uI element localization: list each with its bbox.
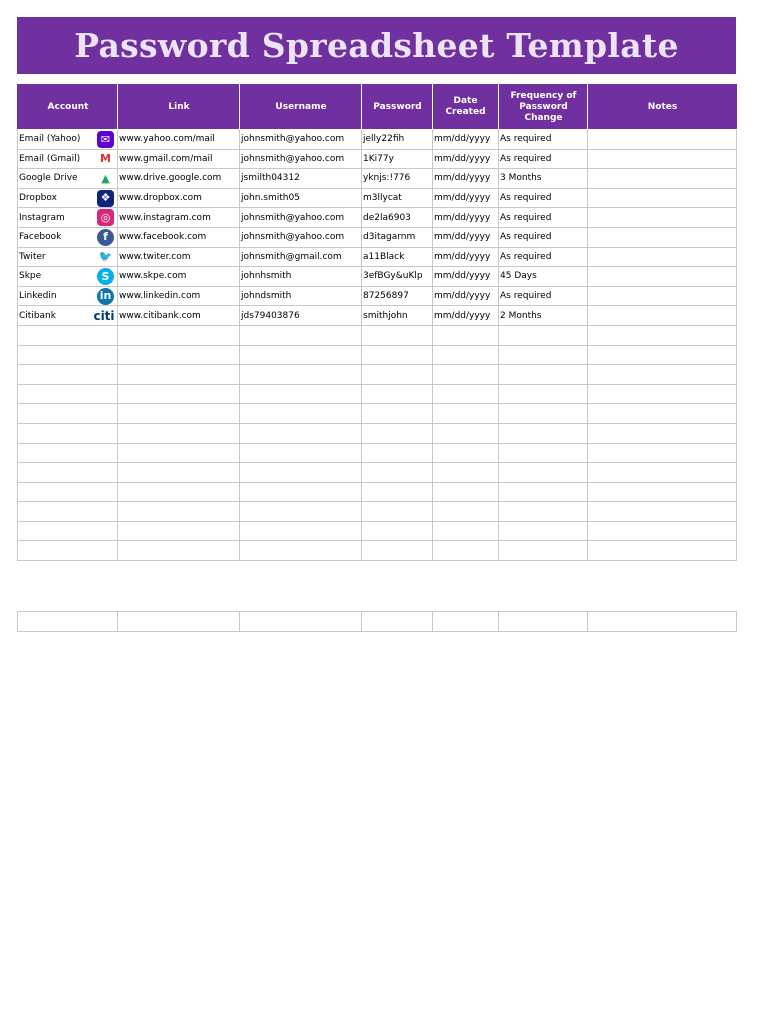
- cell[interactable]: [499, 384, 588, 404]
- cell[interactable]: [433, 521, 499, 541]
- cell-frequency[interactable]: As required: [499, 208, 588, 228]
- page-title: Password Spreadsheet Template: [74, 26, 679, 65]
- cell-frequency[interactable]: 2 Months: [499, 306, 588, 326]
- table-row: [18, 612, 737, 632]
- cell[interactable]: [433, 325, 499, 345]
- cell-notes[interactable]: [588, 149, 737, 169]
- cell-date[interactable]: mm/dd/yyyy: [433, 149, 499, 169]
- cell-link[interactable]: www.twiter.com: [118, 247, 240, 267]
- cell-link[interactable]: www.drive.google.com: [118, 169, 240, 189]
- table-row: [18, 443, 737, 463]
- cell[interactable]: [588, 404, 737, 424]
- cell-password[interactable]: a11Black: [362, 247, 433, 267]
- cell[interactable]: [433, 463, 499, 483]
- cell[interactable]: [362, 443, 433, 463]
- cell-notes[interactable]: [588, 247, 737, 267]
- cell[interactable]: [362, 612, 433, 632]
- cell[interactable]: [588, 345, 737, 365]
- skype-icon: S: [97, 268, 114, 285]
- table-row: [18, 149, 737, 169]
- cell-date[interactable]: mm/dd/yyyy: [433, 208, 499, 228]
- cell-date[interactable]: mm/dd/yyyy: [433, 306, 499, 326]
- cell[interactable]: [240, 365, 362, 385]
- cell[interactable]: [118, 502, 240, 522]
- cell-account[interactable]: [18, 188, 118, 208]
- cell-username[interactable]: johnsmith@yahoo.com: [240, 149, 362, 169]
- column-header-notes: Notes: [588, 85, 737, 130]
- cell[interactable]: [118, 325, 240, 345]
- cell-frequency[interactable]: As required: [499, 247, 588, 267]
- cell[interactable]: [240, 482, 362, 502]
- linkedin-icon: in: [97, 288, 114, 305]
- table-row: [18, 404, 737, 424]
- cell[interactable]: [18, 404, 118, 424]
- cell[interactable]: [499, 541, 588, 561]
- cell[interactable]: [362, 541, 433, 561]
- cell-username[interactable]: jsmilth04312: [240, 169, 362, 189]
- cell-username[interactable]: johnsmith@yahoo.com: [240, 130, 362, 150]
- account-name: Linkedin: [19, 291, 57, 302]
- table-row: [18, 325, 737, 345]
- cell-frequency[interactable]: As required: [499, 227, 588, 247]
- cell[interactable]: [588, 463, 737, 483]
- cell-password[interactable]: de2la6903: [362, 208, 433, 228]
- cell[interactable]: [118, 521, 240, 541]
- cell-account[interactable]: [18, 247, 118, 267]
- cell-frequency[interactable]: As required: [499, 286, 588, 306]
- cell-account[interactable]: [18, 227, 118, 247]
- table-row: [18, 188, 737, 208]
- password-table: [17, 84, 737, 561]
- cell-account[interactable]: [18, 208, 118, 228]
- cell[interactable]: [499, 325, 588, 345]
- cell[interactable]: [18, 541, 118, 561]
- column-header-password: Password: [362, 85, 433, 130]
- cell-link[interactable]: www.yahoo.com/mail: [118, 130, 240, 150]
- account-name: Dropbox: [19, 193, 57, 204]
- account-name: Facebook: [19, 232, 62, 243]
- cell[interactable]: [499, 482, 588, 502]
- facebook-icon: f: [97, 229, 114, 246]
- table-row: [18, 208, 737, 228]
- cell-password[interactable]: smithjohn: [362, 306, 433, 326]
- cell-date[interactable]: mm/dd/yyyy: [433, 169, 499, 189]
- cell-date[interactable]: mm/dd/yyyy: [433, 227, 499, 247]
- cell[interactable]: [588, 541, 737, 561]
- cell[interactable]: [499, 443, 588, 463]
- column-header-username: Username: [240, 85, 362, 130]
- cell-link[interactable]: www.gmail.com/mail: [118, 149, 240, 169]
- column-header-account: Account: [18, 85, 118, 130]
- column-header-link: Link: [118, 85, 240, 130]
- cell[interactable]: [362, 463, 433, 483]
- cell-frequency[interactable]: 3 Months: [499, 169, 588, 189]
- yahoo-mail-icon: ✉: [97, 131, 114, 148]
- cell[interactable]: [362, 482, 433, 502]
- cell-link[interactable]: www.linkedin.com: [118, 286, 240, 306]
- cell-notes[interactable]: [588, 306, 737, 326]
- cell-username[interactable]: johnsmith@yahoo.com: [240, 227, 362, 247]
- cell-notes[interactable]: [588, 267, 737, 287]
- table-row: [18, 267, 737, 287]
- cell[interactable]: [588, 384, 737, 404]
- cell-password[interactable]: m3llycat: [362, 188, 433, 208]
- cell[interactable]: [588, 325, 737, 345]
- cell-account[interactable]: [18, 130, 118, 150]
- cell[interactable]: [118, 463, 240, 483]
- cell[interactable]: [240, 502, 362, 522]
- cell[interactable]: [362, 404, 433, 424]
- cell[interactable]: [240, 325, 362, 345]
- cell-password[interactable]: jelly22fih: [362, 130, 433, 150]
- gmail-icon: M: [97, 151, 114, 168]
- cell[interactable]: [433, 482, 499, 502]
- cell[interactable]: [433, 541, 499, 561]
- cell[interactable]: [499, 502, 588, 522]
- account-name: Skpe: [19, 271, 42, 282]
- cell[interactable]: [499, 345, 588, 365]
- cell-date[interactable]: mm/dd/yyyy: [433, 267, 499, 287]
- cell-account[interactable]: [18, 267, 118, 287]
- account-name: Google Drive: [19, 173, 78, 184]
- cell-password[interactable]: 3efBGy&uKlp: [362, 267, 433, 287]
- cell-date[interactable]: mm/dd/yyyy: [433, 130, 499, 150]
- cell[interactable]: [118, 443, 240, 463]
- cell-username[interactable]: johnsmith@yahoo.com: [240, 208, 362, 228]
- table-row: [18, 345, 737, 365]
- cell[interactable]: [433, 502, 499, 522]
- cell[interactable]: [362, 345, 433, 365]
- cell[interactable]: [240, 521, 362, 541]
- cell-notes[interactable]: [588, 188, 737, 208]
- cell-link[interactable]: www.facebook.com: [118, 227, 240, 247]
- cell[interactable]: [362, 521, 433, 541]
- cell[interactable]: [18, 482, 118, 502]
- table-row: [18, 482, 737, 502]
- cell-frequency[interactable]: As required: [499, 188, 588, 208]
- cell[interactable]: [499, 521, 588, 541]
- cell[interactable]: [588, 443, 737, 463]
- account-name: Citibank: [19, 310, 56, 321]
- cell[interactable]: [18, 365, 118, 385]
- cell[interactable]: [433, 404, 499, 424]
- cell-notes[interactable]: [588, 208, 737, 228]
- cell[interactable]: [118, 482, 240, 502]
- cell-username[interactable]: john.smith05: [240, 188, 362, 208]
- cell[interactable]: [362, 502, 433, 522]
- cell[interactable]: [362, 325, 433, 345]
- cell[interactable]: [433, 443, 499, 463]
- column-header-frequency: Frequency of Password Change: [499, 85, 588, 130]
- cell[interactable]: [118, 365, 240, 385]
- cell[interactable]: [433, 423, 499, 443]
- cell[interactable]: [240, 384, 362, 404]
- table-row: [18, 247, 737, 267]
- table-row: [18, 384, 737, 404]
- cell[interactable]: [18, 463, 118, 483]
- header-row: [18, 85, 737, 130]
- table-row: [18, 227, 737, 247]
- cell[interactable]: [433, 384, 499, 404]
- cell[interactable]: [18, 423, 118, 443]
- cell-link[interactable]: www.instagram.com: [118, 208, 240, 228]
- dropbox-icon: ❖: [97, 190, 114, 207]
- cell-date[interactable]: mm/dd/yyyy: [433, 247, 499, 267]
- cell[interactable]: [362, 365, 433, 385]
- cell[interactable]: [499, 612, 588, 632]
- cell[interactable]: [118, 345, 240, 365]
- cell[interactable]: [240, 345, 362, 365]
- table-row: [18, 521, 737, 541]
- cell-username[interactable]: jds79403876: [240, 306, 362, 326]
- cell[interactable]: [18, 345, 118, 365]
- cell[interactable]: [240, 612, 362, 632]
- citibank-icon: citi: [93, 308, 115, 323]
- instagram-icon: ◎: [97, 209, 114, 226]
- cell[interactable]: [240, 463, 362, 483]
- table-row: [18, 502, 737, 522]
- cell-account[interactable]: [18, 149, 118, 169]
- cell[interactable]: [588, 521, 737, 541]
- cell[interactable]: [18, 502, 118, 522]
- cell-frequency[interactable]: 45 Days: [499, 267, 588, 287]
- account-name: Email (Gmail): [19, 153, 81, 164]
- table-row: [18, 423, 737, 443]
- cell[interactable]: [588, 423, 737, 443]
- table-row: [18, 365, 737, 385]
- google-drive-icon: ▲: [97, 170, 114, 187]
- cell[interactable]: [362, 423, 433, 443]
- cell[interactable]: [118, 541, 240, 561]
- cell-password[interactable]: yknjs:!776: [362, 169, 433, 189]
- cell-password[interactable]: 87256897: [362, 286, 433, 306]
- cell-password[interactable]: d3itagarnm: [362, 227, 433, 247]
- table-row: [18, 130, 737, 150]
- cell[interactable]: [240, 541, 362, 561]
- cell[interactable]: [588, 612, 737, 632]
- table-row: [18, 306, 737, 326]
- cell-notes[interactable]: [588, 169, 737, 189]
- cell[interactable]: [118, 384, 240, 404]
- cell[interactable]: [240, 404, 362, 424]
- cell[interactable]: [18, 325, 118, 345]
- title-bar: [17, 17, 736, 74]
- account-name: Twiter: [19, 251, 46, 262]
- cell-account[interactable]: [18, 169, 118, 189]
- cell[interactable]: [18, 384, 118, 404]
- cell[interactable]: [433, 365, 499, 385]
- cell[interactable]: [499, 404, 588, 424]
- cell-username[interactable]: johnsmith@gmail.com: [240, 247, 362, 267]
- cell-frequency[interactable]: As required: [499, 149, 588, 169]
- cell[interactable]: [588, 482, 737, 502]
- twitter-icon: 🐦: [97, 249, 114, 266]
- cell[interactable]: [588, 502, 737, 522]
- account-name: Instagram: [19, 212, 65, 223]
- column-header-date-created: Date Created: [433, 85, 499, 130]
- cell-account[interactable]: [18, 286, 118, 306]
- cell[interactable]: [588, 365, 737, 385]
- cell[interactable]: [362, 384, 433, 404]
- cell[interactable]: [18, 521, 118, 541]
- cell[interactable]: [433, 345, 499, 365]
- cell-link[interactable]: www.dropbox.com: [118, 188, 240, 208]
- cell[interactable]: [240, 423, 362, 443]
- cell-date[interactable]: mm/dd/yyyy: [433, 188, 499, 208]
- table-row: [18, 463, 737, 483]
- cell-notes[interactable]: [588, 227, 737, 247]
- bottom-table: [17, 611, 737, 632]
- table-row: [18, 169, 737, 189]
- cell[interactable]: [118, 404, 240, 424]
- cell[interactable]: [499, 365, 588, 385]
- cell-notes[interactable]: [588, 130, 737, 150]
- cell[interactable]: [18, 612, 118, 632]
- cell-password[interactable]: 1Ki77y: [362, 149, 433, 169]
- cell[interactable]: [18, 443, 118, 463]
- account-name: Email (Yahoo): [19, 134, 81, 145]
- cell-username[interactable]: johnhsmith: [240, 267, 362, 287]
- cell-account[interactable]: [18, 306, 118, 326]
- cell-frequency[interactable]: As required: [499, 130, 588, 150]
- cell[interactable]: [118, 423, 240, 443]
- table-row: [18, 541, 737, 561]
- cell[interactable]: [433, 612, 499, 632]
- cell-link[interactable]: www.skpe.com: [118, 267, 240, 287]
- cell-date[interactable]: mm/dd/yyyy: [433, 286, 499, 306]
- cell[interactable]: [240, 443, 362, 463]
- cell-username[interactable]: johndsmith: [240, 286, 362, 306]
- cell[interactable]: [499, 423, 588, 443]
- cell-notes[interactable]: [588, 286, 737, 306]
- cell[interactable]: [118, 612, 240, 632]
- cell[interactable]: [499, 463, 588, 483]
- table-row: [18, 286, 737, 306]
- cell-link[interactable]: www.citibank.com: [118, 306, 240, 326]
